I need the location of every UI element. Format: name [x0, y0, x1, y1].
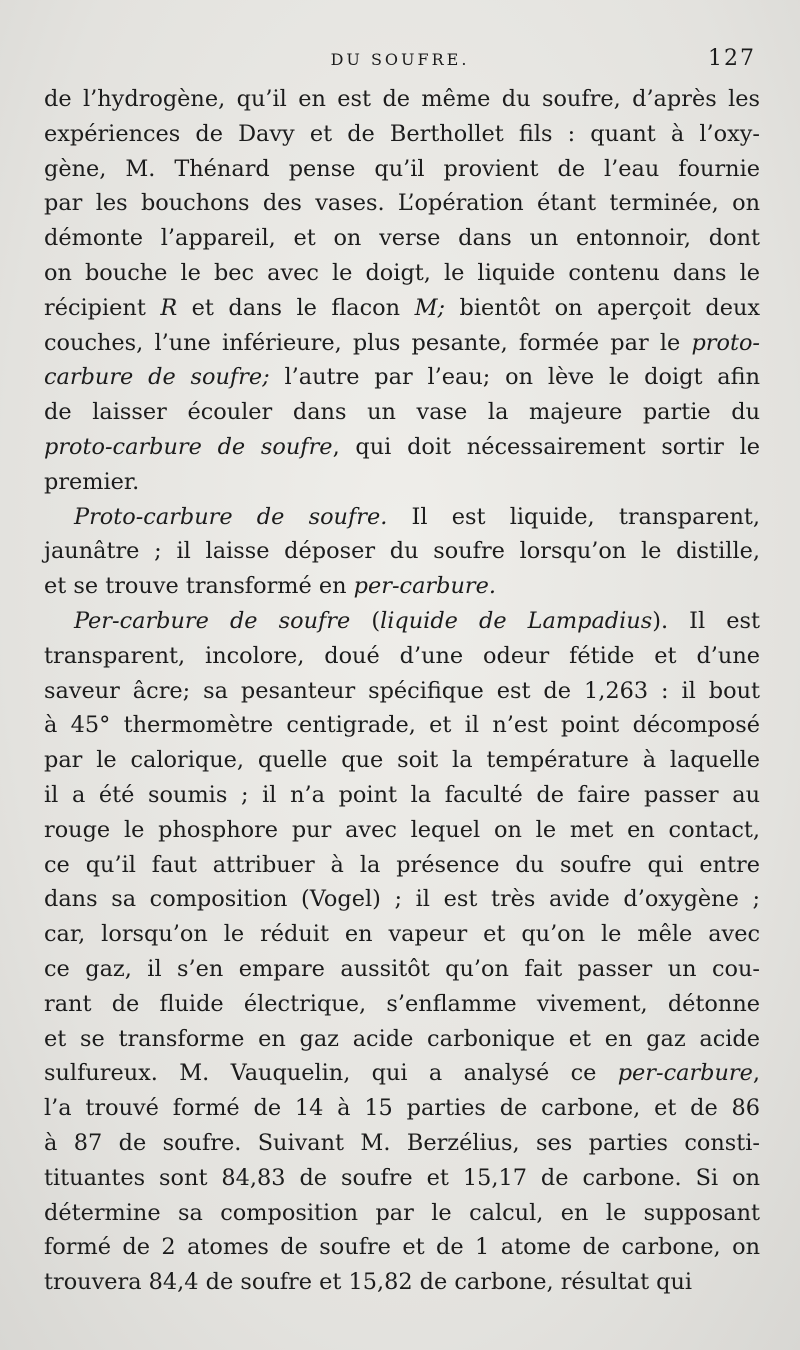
text-line: ce gaz, il s’en empare aussitôt qu’on fait passer un cou-	[44, 955, 760, 982]
text-line: couches, l’une inférieure, plus pesante, formée par le proto-	[44, 329, 760, 356]
text-line: dans sa composition (Vogel) ; il est très avide d’oxygène ;	[44, 886, 760, 913]
page-number: 127	[708, 46, 756, 71]
text-line: de l’hydrogène, qu’il en est de même du soufre, d’après les	[44, 86, 760, 112]
text-line: tituantes sont 84,83 de soufre et 15,17 de carbone. Si on	[44, 1164, 760, 1191]
text-line: gène, M. Thénard pense qu’il provient de l’eau fournie	[44, 155, 760, 182]
text-line: carbure de soufre; l’autre par l’eau; on lève le doigt afin	[44, 364, 761, 391]
text-line: premier.	[44, 468, 140, 495]
text-line: transparent, incolore, doué d’une odeur fétide et d’une	[44, 642, 760, 669]
text-line: proto-carbure de soufre, qui doit nécessairement sortir le	[44, 433, 761, 460]
text-line: car, lorsqu’on le réduit en vapeur et qu’on le mêle avec	[44, 921, 760, 948]
text-line: à 87 de soufre. Suivant M. Berzélius, ses parties consti-	[44, 1129, 760, 1156]
text-line: récipient R et dans le flacon M; bientôt on aperçoit deux	[44, 294, 760, 321]
text-line: rouge le phosphore pur avec lequel on le met en contact,	[44, 816, 760, 843]
running-title: DU SOUFRE.	[330, 50, 470, 69]
text-line: il a été soumis ; il n’a point la faculté de faire passer au	[44, 781, 760, 808]
text-line: rant de fluide électrique, s’enflamme vivement, détonne	[44, 990, 760, 1017]
text-line: à 45° thermomètre centigrade, et il n’est point décomposé	[44, 712, 760, 739]
text-line: formé de 2 atomes de soufre et de 1 atome de carbone, on	[44, 1234, 760, 1261]
text-line: ce qu’il faut attribuer à la présence du soufre qui entre	[44, 851, 760, 878]
text-line: détermine sa composition par le calcul, en le supposant	[44, 1199, 760, 1226]
text-line: par les bouchons des vases. L’opération étant terminée, on	[44, 190, 760, 217]
text-line: et se trouve transformé en per-carbure.	[44, 573, 496, 600]
text-line: sulfureux. M. Vauquelin, qui a analysé ce per-carbure,	[44, 1060, 760, 1087]
body-text	[44, 82, 760, 1300]
text-line: de laisser écouler dans un vase la majeure partie du	[44, 399, 760, 426]
text-line: jaunâtre ; il laisse déposer du soufre lorsqu’on le distille,	[44, 538, 760, 565]
text-line: expériences de Davy et de Berthollet fils : quant à l’oxy-	[44, 120, 760, 147]
text-line: par le calorique, quelle que soit la température à laquelle	[44, 747, 760, 774]
page-header	[0, 46, 800, 76]
text-line: saveur âcre; sa pesanteur spécifique est de 1,263 : il bout	[44, 677, 760, 704]
text-line: et se transforme en gaz acide carbonique et en gaz acide	[44, 1025, 760, 1052]
text-line: Per-carbure de soufre (liquide de Lampadius). Il est	[74, 607, 760, 634]
text-line: démonte l’appareil, et on verse dans un entonnoir, dont	[44, 225, 760, 252]
text-line: l’a trouvé formé de 14 à 15 parties de carbone, et de 86	[44, 1095, 760, 1122]
text-line: Proto-carbure de soufre. Il est liquide, transparent,	[74, 503, 760, 530]
text-line: on bouche le bec avec le doigt, le liquide contenu dans le	[44, 259, 760, 286]
text-line: trouvera 84,4 de soufre et 15,82 de carbone, résultat qui	[44, 1269, 693, 1296]
